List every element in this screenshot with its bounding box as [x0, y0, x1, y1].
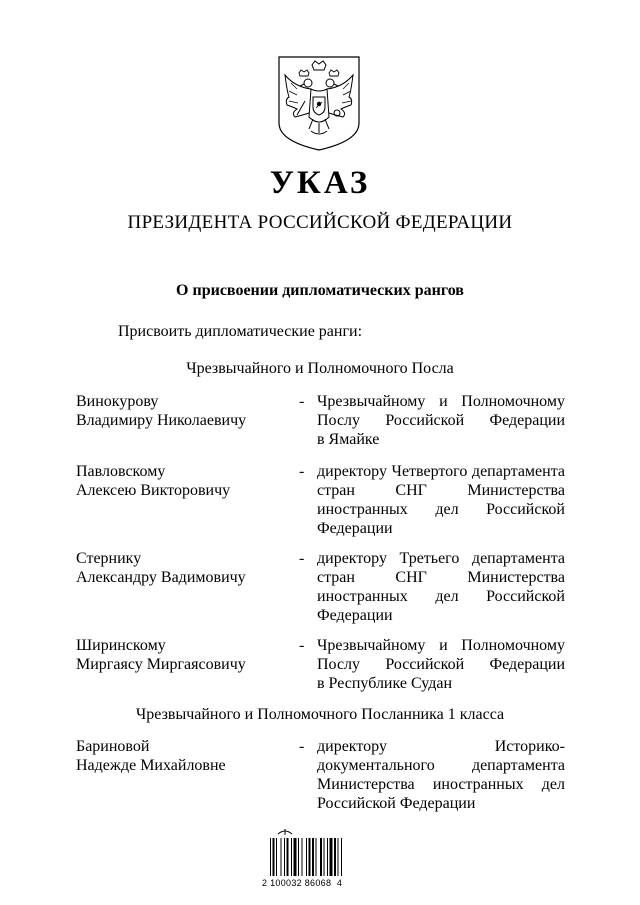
entry-dash: - [299, 393, 305, 410]
barcode-bar [330, 838, 333, 876]
entry-position: директору Четвертого департамента стран СНГ Министерства иностранных дел Российской Федерации [317, 463, 565, 537]
barcode-bar [298, 838, 299, 876]
barcode-bar [324, 838, 325, 876]
barcode-bar [334, 838, 336, 876]
barcode-bar [284, 838, 285, 876]
rank-heading-ambassador: Чрезвычайного и Полномочного Посла [186, 360, 454, 377]
barcode-bar [316, 838, 317, 876]
entry-name: Бариновой Надежде Михайловне [76, 738, 226, 774]
entry-dash: - [299, 550, 305, 567]
barcode-bar [320, 838, 322, 876]
entry-name: Ширинскому Миргаясу Миргаясовичу [76, 637, 246, 673]
entry-position: Чрезвычайному и Полномочному Послу Российской Федерации в Ямайке [317, 393, 565, 448]
document-subtitle: ПРЕЗИДЕНТА РОССИЙСКОЙ ФЕДЕРАЦИИ [127, 212, 513, 233]
rank-heading-envoy: Чрезвычайного и Полномочного Посланника 1 класса [135, 706, 505, 723]
barcode-number: 2 100032 86068 4 [262, 878, 343, 888]
document-title: УКАЗ [269, 165, 371, 201]
barcode-bar [338, 838, 339, 876]
entry-name: Павловскому Алексею Викторовичу [76, 463, 231, 499]
barcode-bar [306, 838, 307, 876]
coat-of-arms-emblem [275, 53, 363, 153]
barcode-bar [287, 838, 289, 876]
barcode-bars [270, 838, 374, 876]
barcode-bar [273, 838, 275, 876]
barcode-bar [281, 838, 282, 876]
barcode-bar [270, 838, 271, 876]
barcode-bar [294, 838, 297, 876]
entry-position: директору Историко- документального департамента Министерства иностранных дел Российской Федерации [317, 738, 565, 812]
entry-name: Стернику Александру Вадимовичу [76, 550, 246, 586]
entry-dash: - [299, 738, 305, 755]
decree-intro: Присвоить дипломатические ранги: [118, 323, 363, 340]
barcode-mark-icon [276, 828, 294, 836]
entry-dash: - [299, 463, 305, 480]
entry-position: директору Третьего департамента стран СНГ Министерства иностранных дел Российской Федерации [317, 550, 565, 624]
barcode-bar [309, 838, 311, 876]
barcode-bar [302, 838, 303, 876]
barcode-bar [276, 838, 277, 876]
entry-dash: - [299, 637, 305, 654]
barcode-bar [312, 838, 314, 876]
barcode-bar [341, 838, 342, 876]
barcode-bar [291, 838, 292, 876]
entry-position: Чрезвычайному и Полномочному Послу Российской Федерации в Республике Судан [317, 637, 565, 692]
barcode-bar [327, 838, 328, 876]
decree-heading: О присвоении дипломатических рангов [176, 282, 464, 299]
entry-name: Винокурову Владимиру Николаевичу [76, 393, 247, 429]
